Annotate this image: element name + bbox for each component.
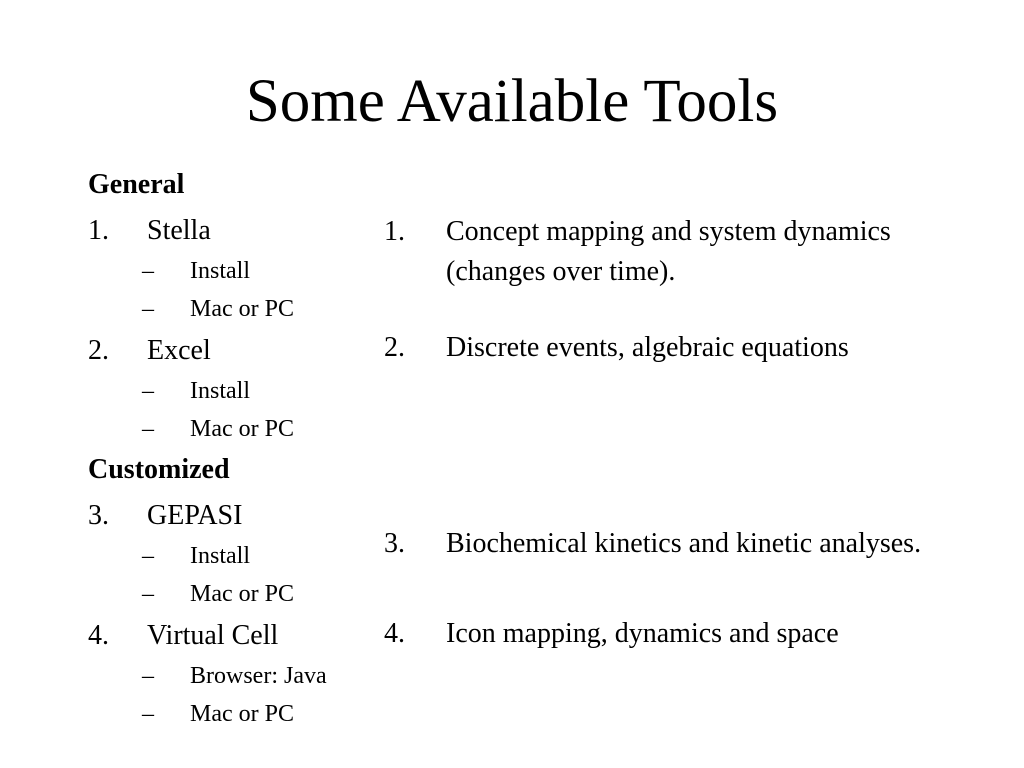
sub-item-dash: – [142,378,154,404]
tool-name: Excel [147,335,211,366]
sub-item-text: Browser: Java [190,663,327,689]
sub-item-text: Mac or PC [190,416,294,442]
description-number: 4. [384,618,405,649]
sub-item-dash: – [142,258,154,284]
sub-item-text: Mac or PC [190,296,294,322]
sub-item-dash: – [142,416,154,442]
description-number: 3. [384,528,405,559]
tool-name: GEPASI [147,500,243,531]
description-text: Concept mapping and system dynamics (changes over time). [446,216,891,287]
tool-number: 2. [88,335,109,366]
general-heading: General [88,169,185,200]
sub-item-text: Mac or PC [190,701,294,727]
tool-name: Stella [147,215,211,246]
sub-item-dash: – [142,581,154,607]
sub-item-text: Install [190,378,250,404]
tool-name: Virtual Cell [147,620,279,651]
sub-item-text: Install [190,258,250,284]
sub-item-dash: – [142,296,154,322]
sub-item-text: Install [190,543,250,569]
sub-item-dash: – [142,701,154,727]
description-number: 1. [384,216,405,247]
description-text: Icon mapping, dynamics and space [446,618,839,649]
sub-item-dash: – [142,543,154,569]
sub-item-dash: – [142,663,154,689]
sub-item-text: Mac or PC [190,581,294,607]
tool-number: 1. [88,215,109,246]
tool-number: 3. [88,500,109,531]
description-text: Biochemical kinetics and kinetic analyses. [446,528,922,559]
customized-heading: Customized [88,454,230,485]
description-text: Discrete events, algebraic equations [446,332,849,363]
tool-number: 4. [88,620,109,651]
slide-title: Some Available Tools [245,68,779,135]
description-number: 2. [384,332,405,363]
